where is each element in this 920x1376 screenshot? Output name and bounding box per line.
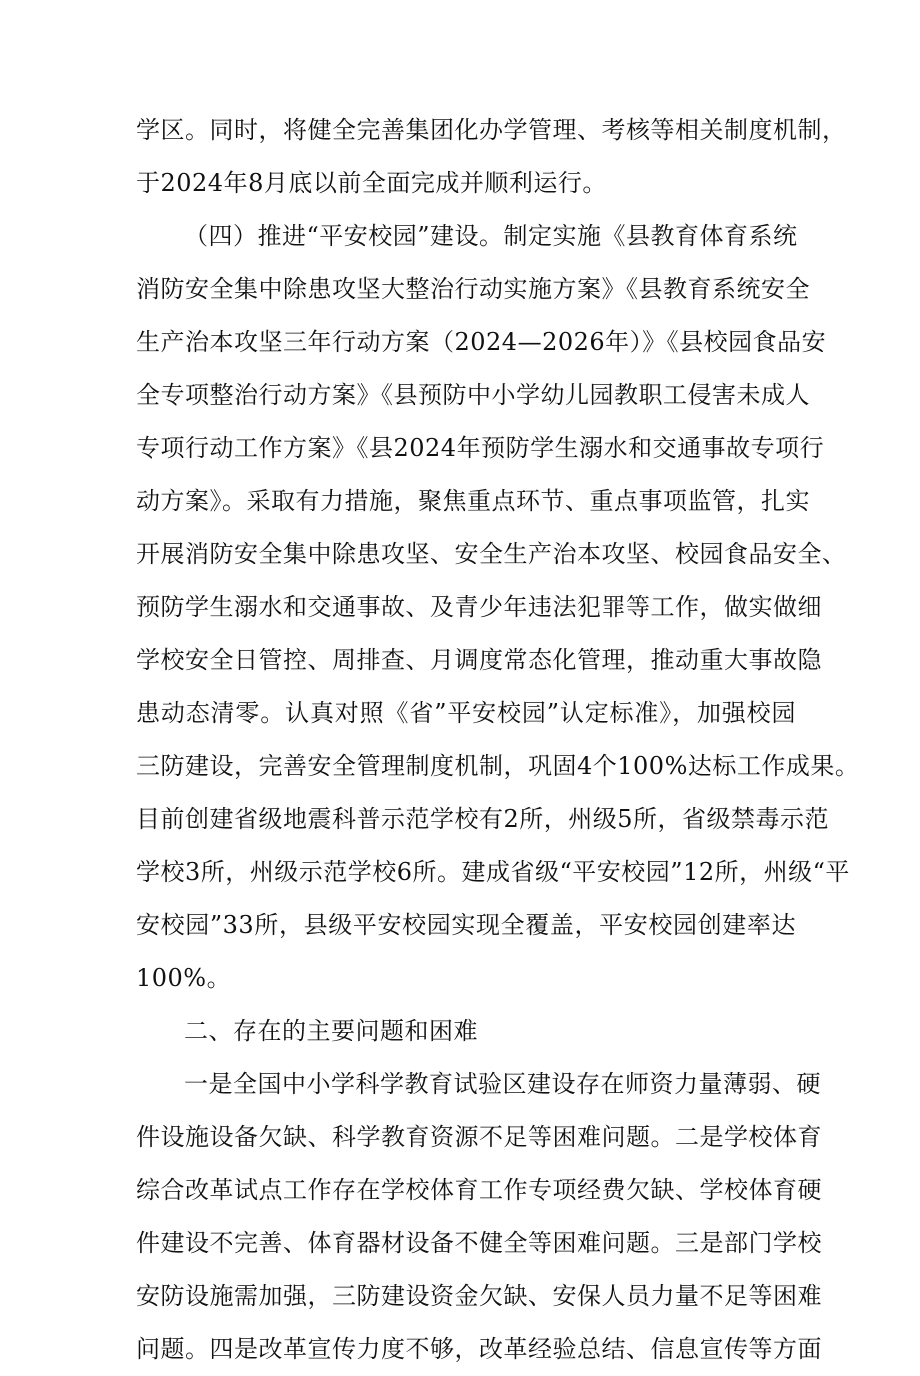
paragraph-line: 学区。同时，将健全完善集团化办学管理、考核等相关制度机制， bbox=[136, 116, 847, 144]
paragraph-line: 学校安全日管控、周排查、月调度常态化管理，推动重大事故隐 bbox=[136, 646, 822, 674]
paragraph-line: 件设施设备欠缺、科学教育资源不足等困难问题。二是学校体育 bbox=[136, 1123, 822, 1151]
paragraph-line: 患动态清零。认真对照《省”平安校园”认定标准》，加强校园 bbox=[136, 699, 796, 727]
paragraph-line: 件建设不完善、体育器材设备不健全等困难问题。三是部门学校 bbox=[136, 1229, 822, 1257]
paragraph-line: 开展消防安全集中除患攻坚、安全生产治本攻坚、校园食品安全、 bbox=[136, 540, 847, 568]
paragraph-line: 消防安全集中除患攻坚大整治行动实施方案》《县教育系统安全 bbox=[136, 275, 810, 303]
paragraph-line: 生产治本攻坚三年行动方案（2024—2026年）》《县校园食品安 bbox=[136, 328, 827, 356]
section-title: 二、存在的主要问题和困难 bbox=[184, 1017, 478, 1045]
paragraph-line: 一是全国中小学科学教育试验区建设存在师资力量薄弱、硬 bbox=[184, 1070, 821, 1098]
paragraph-line: 预防学生溺水和交通事故、及青少年违法犯罪等工作，做实做细 bbox=[136, 593, 822, 621]
section-heading-line: （四）推进“平安校园”建设。制定实施《县教育体育系统 bbox=[184, 222, 798, 250]
paragraph-line: 三防建设，完善安全管理制度机制，巩固4个100%达标工作成果。 bbox=[136, 752, 860, 780]
paragraph-line: 专项行动工作方案》《县2024年预防学生溺水和交通事故专项行 bbox=[136, 434, 825, 462]
paragraph-line: 综合改革试点工作存在学校体育工作专项经费欠缺、学校体育硬 bbox=[136, 1176, 822, 1204]
document-body bbox=[136, 104, 860, 1376]
paragraph-line: 问题。四是改革宣传力度不够，改革经验总结、信息宣传等方面 bbox=[136, 1335, 822, 1363]
paragraph-line: 100%。 bbox=[136, 964, 232, 992]
paragraph-line: 学校3所，州级示范学校6所。建成省级“平安校园”12所，州级“平 bbox=[136, 858, 850, 886]
paragraph-line: 安防设施需加强，三防建设资金欠缺、安保人员力量不足等困难 bbox=[136, 1282, 822, 1310]
paragraph-line: 于2024年8月底以前全面完成并顺利运行。 bbox=[136, 169, 607, 197]
paragraph-line: 安校园”33所，县级平安校园实现全覆盖，平安校园创建率达 bbox=[136, 911, 796, 939]
paragraph-line: 目前创建省级地震科普示范学校有2所，州级5所，省级禁毒示范 bbox=[136, 805, 830, 833]
paragraph-line: 全专项整治行动方案》《县预防中小学幼儿园教职工侵害未成人 bbox=[136, 381, 810, 409]
paragraph-line: 动方案》。采取有力措施，聚焦重点环节、重点事项监管，扎实 bbox=[136, 487, 810, 515]
